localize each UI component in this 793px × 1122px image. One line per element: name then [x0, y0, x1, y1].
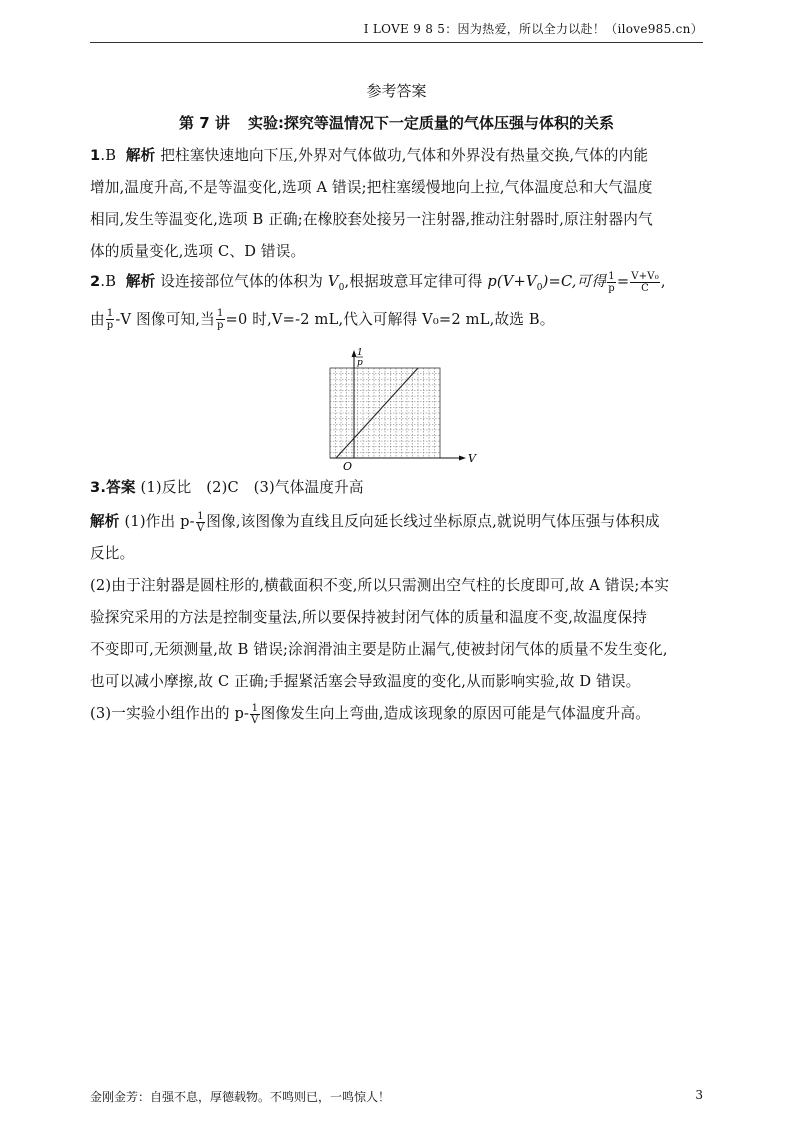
header-text: I LOVE 9 8 5：因为热爱，所以全力以赴！（ilove985.cn）: [363, 22, 703, 36]
q1-line-1: 把柱塞快速地向下压,外界对气体做功,气体和外界没有热量交换,气体的内能: [160, 147, 649, 164]
q3-p1-b: 图像,该图像为直线且反向延长线过坐标原点,就说明气体压强与体积成: [206, 513, 660, 530]
q3-p2-line-3: 不变即可,无须测量,故 B 错误;涂润滑油主要是防止漏气,使被封闭气体的质量不发生变化,: [90, 641, 668, 658]
q3-number: 3: [90, 479, 101, 496]
q3-p2-line-2: 验探究采用的方法是控制变量法,所以要保持被封闭气体的质量和温度不变,故温度保持: [90, 609, 648, 626]
x-label: V: [468, 452, 476, 465]
q3-p3-b: 图像发生向上弯曲,造成该现象的原因可能是气体温度升高。: [260, 705, 651, 722]
y-label-num: 1: [357, 348, 363, 358]
q2-number: 2: [90, 273, 101, 290]
page-footer: [90, 1088, 703, 1105]
lecture-title: [0, 112, 793, 133]
q3-p2-line-1: (2)由于注射器是圆柱形的,横截面积不变,所以只需测出空气柱的长度即可,故 A 错误;本实: [90, 577, 670, 594]
q2-line2-b: -V 图像可知,当: [115, 310, 215, 328]
q2-text-2: ,根据玻意耳定律可得: [344, 273, 483, 290]
q1-line-2: 增加,温度升高,不是等温变化,选项 A 错误;把柱塞缓慢地向上拉,气体温度总和大气温度: [90, 179, 653, 196]
q2-v0: V: [327, 273, 339, 290]
x-axis-arrow: [459, 456, 466, 461]
q1-analysis-label: 解析: [125, 147, 156, 164]
q1-number: 1: [90, 147, 101, 164]
q2-fraction-4: $\frac{1}{p}$: [216, 308, 224, 332]
y-label-den: p: [357, 358, 363, 368]
q3-fraction-2: $\frac{1}{V}$: [251, 702, 259, 726]
page-header: [90, 20, 703, 43]
origin-label: O: [343, 460, 353, 472]
lecture-subject: 实验:探究等温情况下一定质量的气体压强与体积的关系: [247, 114, 614, 132]
q2-fraction-2: $\frac{\text{V+V₀}}{C}$: [631, 270, 659, 294]
q2-line2-a: 由: [90, 310, 105, 328]
q2-formula: p(V+V: [487, 273, 537, 290]
q3-p2-line-4: 也可以减小摩擦,故 C 正确;手握紧活塞会导致温度的变化,从而影响实验,故 D 错误。: [90, 673, 641, 690]
question-3: [90, 472, 704, 504]
q1-line-3: 相同,发生等温变化,选项 B 正确;在橡胶套处接另一注射器,推动注射器时,原注射器内气: [90, 211, 653, 228]
one-over-p-vs-v-graph: [328, 346, 478, 472]
q2-formula-2: )=C,可得: [542, 273, 607, 290]
q1-answer: .B: [100, 147, 117, 164]
q3-p1-a: (1)作出 p-: [124, 513, 195, 530]
q2-fraction-3: $\frac{1}{p}$: [106, 308, 114, 332]
q2-v0-sub: 0: [338, 282, 345, 293]
question-1: [90, 140, 704, 268]
q2-line2-c: =0 时,V=-2 mL,代入可解得 V₀=2 mL,故选 B。: [225, 310, 555, 328]
page-number: 3: [695, 1088, 703, 1102]
lecture-number: 第 7 讲: [179, 114, 230, 132]
q2-text-1: 设连接部位气体的体积为: [160, 273, 323, 290]
q3-p3-a: (3)一实验小组作出的 p-: [90, 705, 250, 722]
q3-answer-label: .答案: [100, 479, 136, 496]
q3-answers: (1)反比 (2)C (3)气体温度升高: [140, 479, 364, 496]
y-axis-arrow: [352, 350, 357, 357]
q3-fraction-1: $\frac{1}{V}$: [196, 510, 205, 534]
q2-answer: .B: [100, 273, 117, 290]
q3-analysis-label: 解析: [90, 513, 120, 530]
graph-grid: [330, 368, 440, 458]
q3-analysis: [90, 506, 704, 730]
q2-analysis-label: 解析: [125, 273, 156, 290]
answers-heading: 参考答案: [366, 82, 427, 100]
q2-fraction-1: $\frac{1}{p}$: [608, 270, 615, 294]
question-2: 2.B 解析 设连接部位气体的体积为 $V_0$,根据玻意耳定律可得 $p(V+V_0)=C$,可得 $\frac{1}{p}$ = $\frac{\text{V+V₀}}{C}$ , 由 $\frac{1}{p}$ -V 图像可知,当 $\frac{1}{p}$ =0 时,V=-2 mL,代入可解得 V₀=2 mL,故选 B。: [90, 270, 666, 332]
q3-p1-c: 反比。: [90, 545, 135, 562]
q1-line-4: 体的质量变化,选项 C、D 错误。: [90, 243, 306, 260]
footer-motto: 金刚金芳：自强不息，厚德载物。不鸣则已，一鸣惊人！: [90, 1090, 391, 1104]
